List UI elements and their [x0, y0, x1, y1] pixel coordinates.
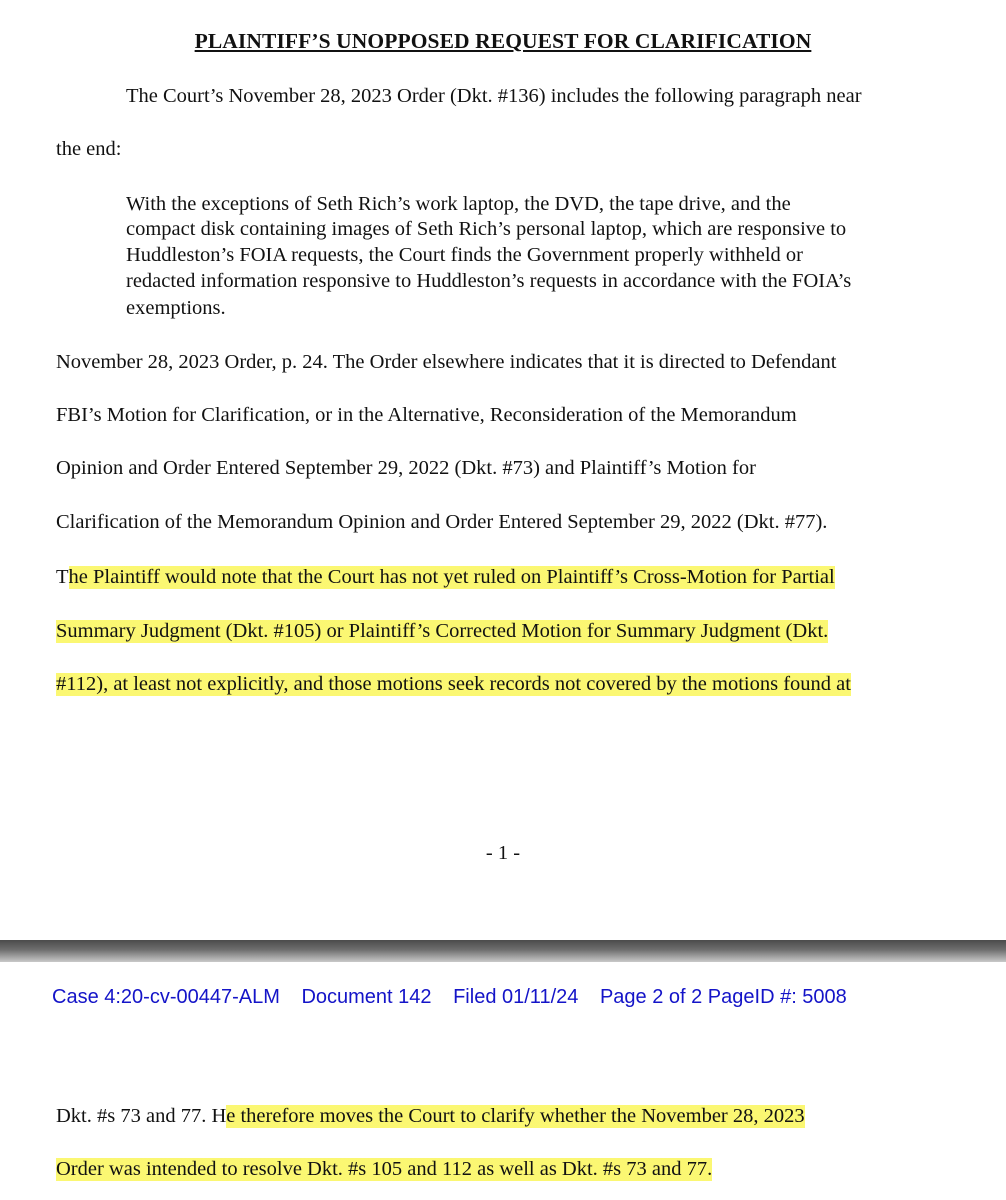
line-text: Dkt. #s 73 and 77. H: [56, 1105, 227, 1127]
body-line: Clarification of the Memorandum Opinion and Order Entered September 29, 2022 (Dkt. #77).: [56, 511, 828, 533]
document-title: PLAINTIFF’S UNOPPOSED REQUEST FOR CLARIFICATION: [194, 29, 812, 53]
body-line: FBI’s Motion for Clarification, or in the Alternative, Reconsideration of the Memorandum: [56, 404, 797, 426]
highlighted-line: [56, 672, 851, 696]
case-header: [52, 986, 863, 1009]
highlighted-text: Order was intended to resolve Dkt. #s 105 and 112 as well as Dkt. #s 73 and 77.: [56, 1158, 713, 1180]
quote-line: Huddleston’s FOIA requests, the Court finds the Government properly withheld or: [126, 244, 803, 266]
highlighted-line: [56, 565, 835, 589]
highlighted-line: [56, 619, 828, 643]
highlighted-text: #112), at least not explicitly, and those motions seek records not covered by the motions found at: [56, 673, 851, 695]
case-number: Case 4:20-cv-00447-ALM: [52, 986, 280, 1008]
highlighted-line: [56, 1104, 805, 1128]
page-divider: [0, 940, 1006, 962]
body-line: Opinion and Order Entered September 29, 2022 (Dkt. #73) and Plaintiff’s Motion for: [56, 457, 756, 479]
highlighted-text: he Plaintiff would note that the Court has not yet ruled on Plaintiff’s Cross-Motion for Partial: [68, 566, 835, 588]
quote-line: redacted information responsive to Huddleston’s requests in accordance with the FOIA’s: [126, 270, 852, 292]
intro-line: the end:: [56, 138, 122, 160]
filed-date: Filed 01/11/24: [453, 986, 579, 1008]
page-number: - 1 -: [485, 842, 521, 864]
document-number: Document 142: [301, 986, 432, 1008]
highlighted-text: Summary Judgment (Dkt. #105) or Plaintiff’s Corrected Motion for Summary Judgment (Dkt.: [56, 620, 829, 642]
intro-line: The Court’s November 28, 2023 Order (Dkt. #136) includes the following paragraph near: [126, 85, 862, 107]
page-id: Page 2 of 2 PageID #: 5008: [599, 986, 847, 1008]
highlighted-text: e therefore moves the Court to clarify whether the November 28, 2023: [226, 1105, 805, 1127]
quote-line: exemptions.: [126, 297, 226, 319]
quote-line: With the exceptions of Seth Rich’s work laptop, the DVD, the tape drive, and the: [126, 193, 791, 215]
highlighted-line: [56, 1157, 712, 1181]
body-line: November 28, 2023 Order, p. 24. The Order elsewhere indicates that it is directed to Defendant: [56, 351, 837, 373]
line-text: T: [56, 566, 69, 588]
quote-line: compact disk containing images of Seth Rich’s personal laptop, which are responsive to: [126, 218, 847, 240]
